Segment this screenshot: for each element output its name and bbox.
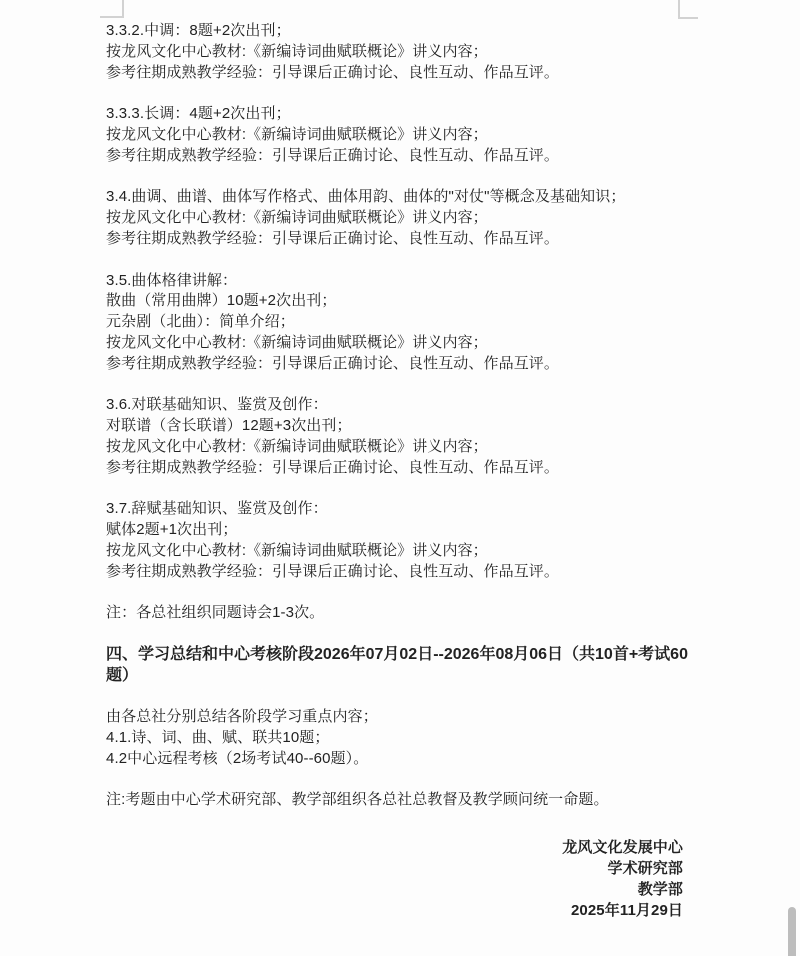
paragraph-3-4 bbox=[106, 187, 694, 249]
paragraph-3-5 bbox=[106, 271, 694, 375]
text-line: 参考往期成熟教学经验：引导课后正确讨论、良性互动、作品互评。 bbox=[106, 63, 560, 81]
text-line: 3.3.2.中调：8题+2次出刊； bbox=[106, 22, 291, 39]
signature-org: 龙风文化发展中心 bbox=[562, 839, 683, 857]
text-boundary-corner-top-left-icon bbox=[100, 0, 124, 18]
text-line: 注：各总社组织同题诗会1-3次。 bbox=[106, 604, 325, 622]
text-line: 按龙风文化中心教材:《新编诗词曲赋联概论》讲义内容； bbox=[106, 541, 488, 559]
paragraph-3-6 bbox=[106, 395, 694, 478]
text-line: 3.3.3.长调：4题+2次出刊； bbox=[106, 105, 291, 123]
signature-date: 2025年11月29日 bbox=[570, 901, 683, 919]
signature-dept-teaching: 教学部 bbox=[637, 880, 683, 898]
text-line: 参考往期成熟教学经验：引导课后正确讨论、良性互动、作品互评。 bbox=[106, 146, 560, 164]
text-line: 由各总社分别总结各阶段学习重点内容； bbox=[106, 708, 378, 726]
text-line: 注:考题由中心学术研究部、教学部组织各总社总教督及教学顾问统一命题。 bbox=[106, 791, 609, 809]
paragraph-4 bbox=[106, 707, 694, 769]
text-line: 4.2中心远程考核（2场考试40--60题）。 bbox=[106, 749, 369, 767]
signature-dept-academic: 学术研究部 bbox=[607, 860, 683, 878]
text-line: 按龙风文化中心教材:《新编诗词曲赋联概论》讲义内容； bbox=[106, 333, 488, 351]
text-line: 3.4.曲调、曲谱、曲体写作格式、曲体用韵、曲体的"对仗"等概念及基础知识； bbox=[106, 188, 626, 206]
text-line: 元杂剧（北曲）：简单介绍； bbox=[106, 313, 295, 331]
note-exam-questions bbox=[106, 790, 694, 811]
paragraph-3-7 bbox=[106, 499, 694, 582]
text-line: 按龙风文化中心教材:《新编诗词曲赋联概论》讲义内容； bbox=[106, 42, 488, 60]
text-line: 散曲（常用曲牌）10题+2次出刊； bbox=[106, 292, 337, 310]
section-4-heading bbox=[106, 645, 694, 687]
document-body bbox=[106, 21, 694, 921]
text-line: 4.1.诗、词、曲、赋、联共10题； bbox=[106, 729, 330, 747]
paragraph-3-3-3 bbox=[106, 104, 694, 166]
text-line: 赋体2题+1次出刊； bbox=[106, 521, 238, 539]
text-line: 按龙风文化中心教材:《新编诗词曲赋联概论》讲义内容； bbox=[106, 209, 488, 227]
scrollbar-thumb[interactable] bbox=[788, 907, 796, 956]
note-poetry-meetings bbox=[106, 603, 694, 624]
text-line: 四、学习总结和中心考核阶段2026年07月02日--2026年08月06日（共10首+考试60 bbox=[106, 645, 688, 663]
text-line: 参考往期成熟教学经验：引导课后正确讨论、良性互动、作品互评。 bbox=[106, 458, 560, 476]
text-line: 对联谱（含长联谱）12题+3次出刊； bbox=[106, 417, 352, 435]
text-boundary-corner-top-right-icon bbox=[678, 0, 698, 19]
text-line: 参考往期成熟教学经验：引导课后正确讨论、良性互动、作品互评。 bbox=[106, 229, 560, 247]
text-line: 3.5.曲体格律讲解： bbox=[106, 271, 238, 289]
signature-block bbox=[106, 838, 694, 921]
text-line: 按龙风文化中心教材:《新编诗词曲赋联概论》讲义内容； bbox=[106, 125, 488, 143]
text-line: 3.6.对联基础知识、鉴赏及创作： bbox=[106, 396, 328, 414]
text-line: 按龙风文化中心教材:《新编诗词曲赋联概论》讲义内容； bbox=[106, 437, 488, 455]
text-line: 3.7.辞赋基础知识、鉴赏及创作： bbox=[106, 500, 328, 518]
text-line: 参考往期成熟教学经验：引导课后正确讨论、良性互动、作品互评。 bbox=[106, 354, 560, 372]
text-line: 题） bbox=[106, 666, 139, 684]
text-line: 参考往期成熟教学经验：引导课后正确讨论、良性互动、作品互评。 bbox=[106, 562, 560, 580]
paragraph-3-3-2 bbox=[106, 21, 694, 83]
